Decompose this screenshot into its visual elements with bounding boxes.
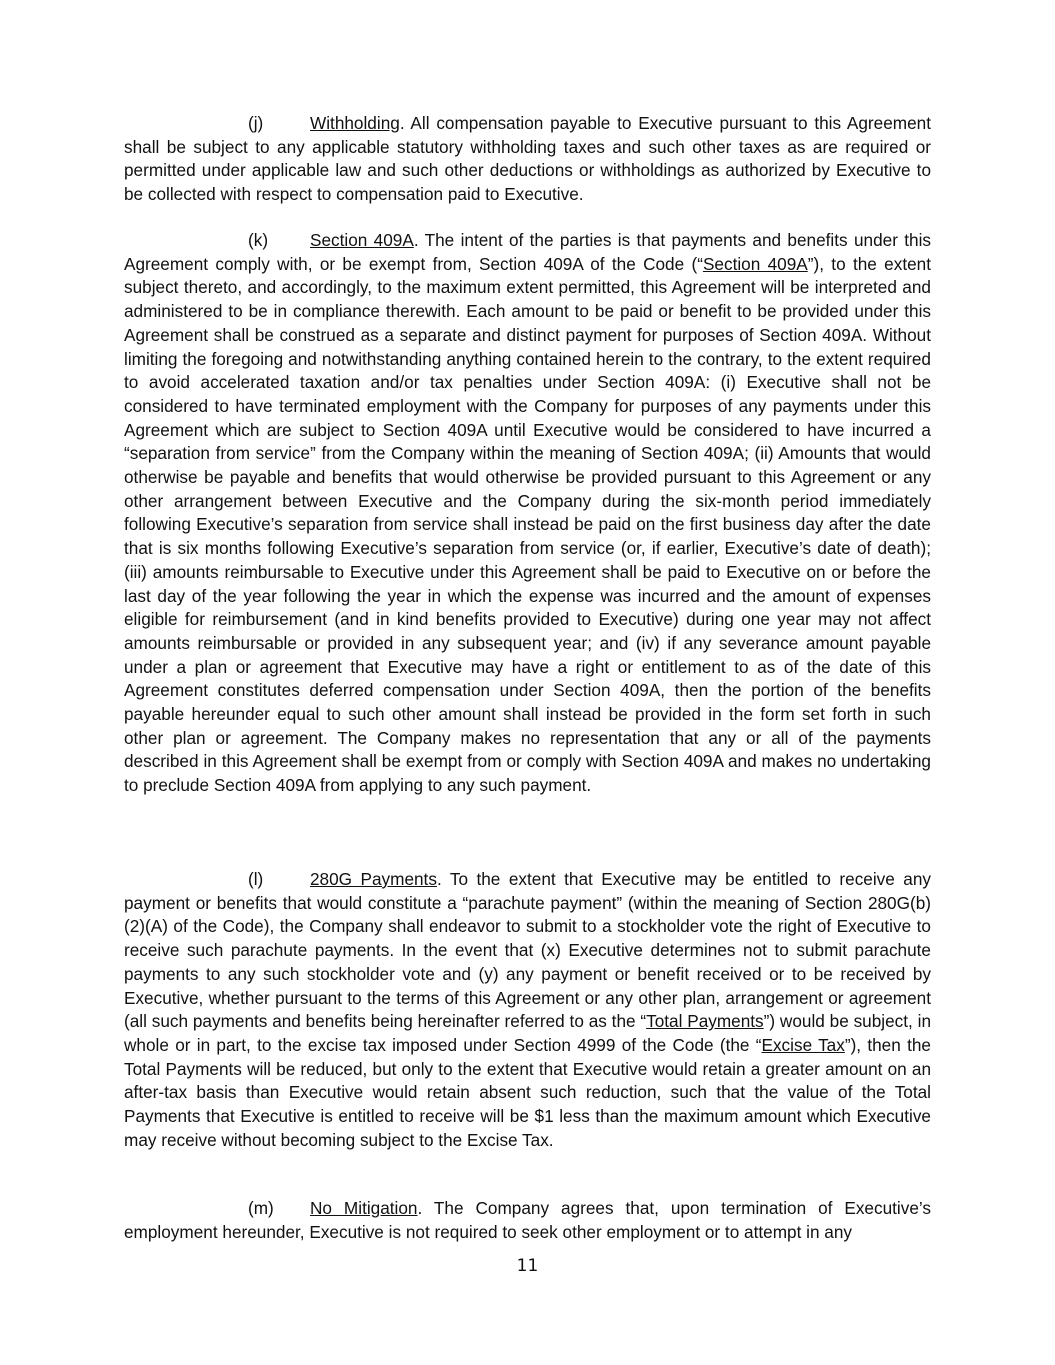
section-k-defined-term: Section 409A <box>702 253 808 274</box>
section-k-body-1: . The intent of the parties is that payments and benefits under this Agreement comply with, or be exempt from, Section 409A of the Code (“ <box>124 230 931 274</box>
page-number: 11 <box>516 1256 539 1276</box>
section-m-label: (m) <box>248 1198 274 1218</box>
section-l-term-excise-tax: Excise Tax <box>761 1034 845 1055</box>
section-k-body-2: ”), to the extent subject thereto, and accordingly, to the maximum extent permitted, this Agreement will be interpreted and administered to be in compliance therewith. Each amount to be paid or benefit to be provided under this Agreement shall be construed as a separate and distinct payment for purposes of Section 409A. Without limiting the foregoing and notwithstanding anything contained herein to the contrary, to the extent required to avoid accelerated taxation and/or tax penalties under Section 409A: (i) Executive shall not be considered to have terminated employment with the Company for purposes of any payments under this Agreement which are subject to Section 409A until Executive would be considered to have incurred a “separation from service” from the Company within the meaning of Section 409A; (ii) Amounts that would otherwise be payable and benefits that would otherwise be provided pursuant to this Agreement or any other arrangement between Executive and the Company during the six-month period immediately following Executive’s separation from service shall instead be paid on the first business day after the date that is six months following Executive’s separation from service (or, if earlier, Executive’s date of death); (iii) amounts reimbursable to Executive under this Agreement shall be paid to Executive on or before the last day of the year following the year in which the expense was incurred and the amount of expenses eligible for reimbursement (and in kind benefits provided to Executive) during one year may not affect amounts reimbursable or provided in any subsequent year; and (iv) if any severance amount payable under a plan or agreement that Executive may have a right or entitlement to as of the date of this Agreement constitutes deferred compensation under Section 409A, then the portion of the benefits payable hereunder equal to such other amount shall instead be provided in the form set forth in such other plan or agreement. The Company makes no representation that any or all of the payments described in this Agreement shall be exempt from or comply with Section 409A and makes no undertaking to preclude Section 409A from applying to any such payment. <box>124 253 931 796</box>
section-j-heading: Withholding <box>310 113 400 133</box>
section-l-body-2: ”) would be subject, in whole or in part, to the excise tax imposed under Section 4999 of the Code (the “ <box>124 1011 932 1055</box>
section-j-body: . All compensation payable to Executive pursuant to this Agreement shall be subject to any applicable statutory withholding taxes and such other taxes as are required or permitted under applicable law and such other deductions or withholdings as authorized by Executive to be collected with respect to compensation paid to Executive. <box>124 113 931 205</box>
section-l-body-3: ”), then the Total Payments will be reduced, but only to the extent that Executive would retain a greater amount on an after-tax basis than Executive would retain absent such reduction, such that the value of the Total Payments that Executive is entitled to receive will be $1 less than the maximum amount which Executive may receive without becoming subject to the Excise Tax. <box>124 1034 931 1150</box>
section-m-heading: No Mitigation <box>310 1198 418 1218</box>
section-k-label: (k) <box>248 230 269 250</box>
section-l-heading: 280G Payments <box>310 869 437 889</box>
section-l-term-total-payments: Total Payments <box>646 1011 764 1032</box>
section-m-no-mitigation <box>124 1197 931 1244</box>
section-j-withholding <box>124 112 931 207</box>
section-l-body-1: . To the extent that Executive may be entitled to receive any payment or benefits that would constitute a “parachute payment” (within the meaning of Section 280G(b)(2)(A) of the Code), the Company shall endeavor to submit to a stockholder vote the right of Executive to receive such parachute payments. In the event that (x) Executive determines not to submit parachute payments to any such stockholder vote and (y) any payment or benefit received or to be received by Executive, whether pursuant to the terms of this Agreement or any other plan, arrangement or agreement (all such payments and benefits being hereinafter referred to as the “ <box>124 869 931 1032</box>
section-k-heading: Section 409A <box>310 230 414 250</box>
section-k-409a <box>124 229 931 798</box>
section-l-280g-payments <box>124 868 931 1152</box>
section-m-body: . The Company agrees that, upon termination of Executive’s employment hereunder, Executive is not required to seek other employment or to attempt in any <box>124 1198 931 1242</box>
section-l-label: (l) <box>248 869 264 889</box>
section-j-label: (j) <box>248 113 264 133</box>
